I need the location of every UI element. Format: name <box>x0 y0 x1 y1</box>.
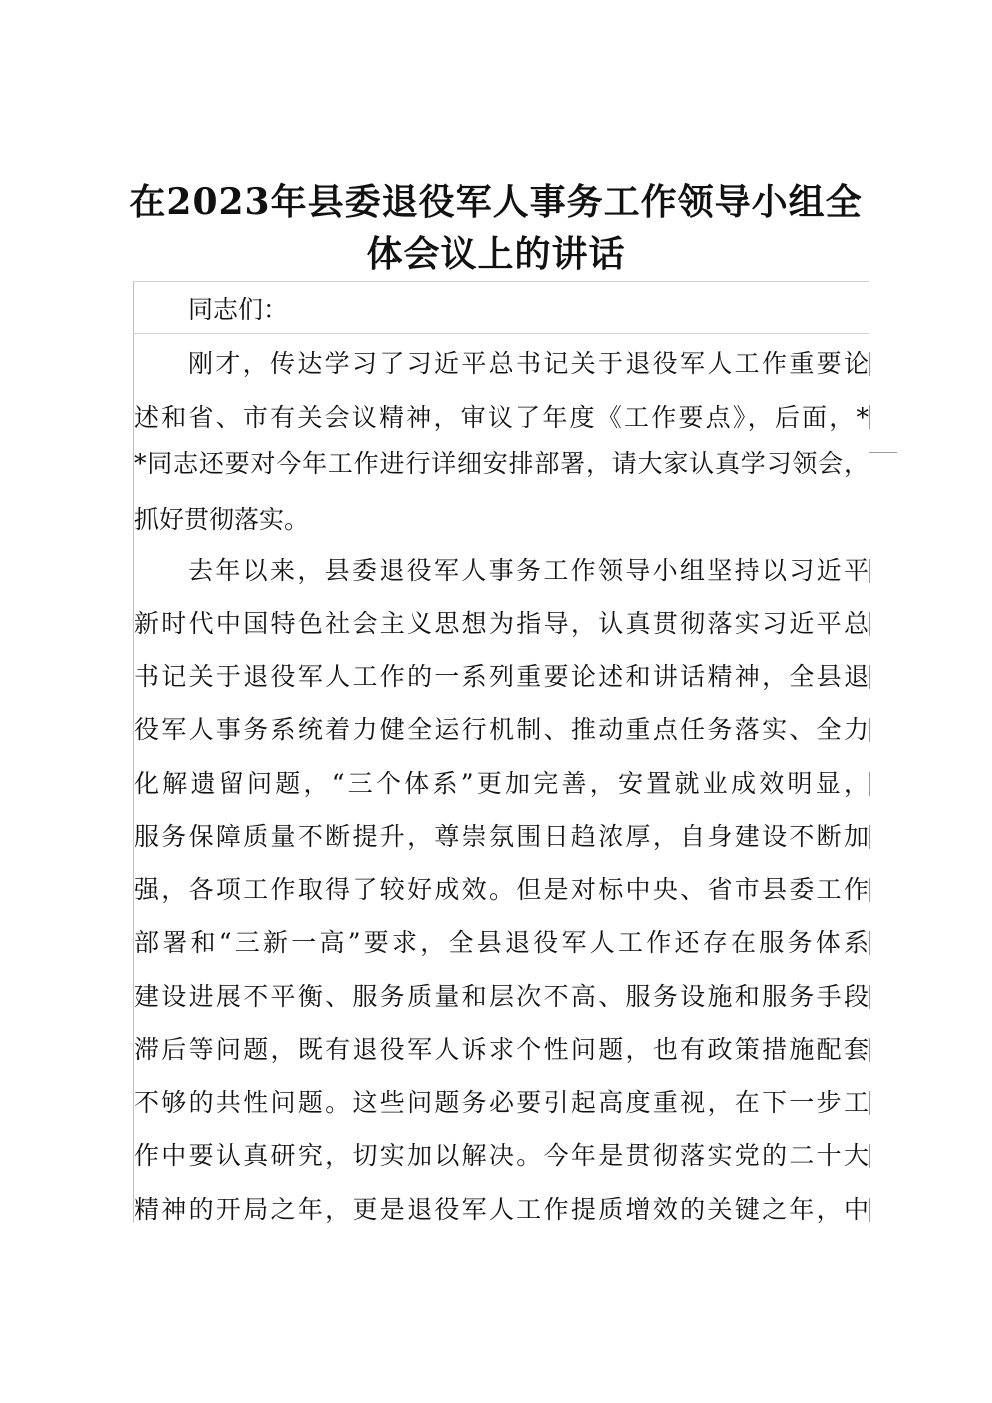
margin-mark <box>869 1198 870 1222</box>
text-line: 精神的开局之年，更是退役军人工作提质增效的关键之年，中 <box>134 1195 869 1224</box>
margin-mark <box>869 1091 870 1115</box>
text-line: 新时代中国特色社会主义思想为指导，认真贯彻落实习近平总 <box>134 609 869 638</box>
greeting-rule <box>133 333 869 334</box>
text-line: 述和省、市有关会议精神，审议了年度《工作要点》，后面，* <box>134 403 869 432</box>
text-line: 作中要认真研究，切实加以解决。今年是贯彻落实党的二十大 <box>134 1141 869 1170</box>
text-line: 抓好贯彻落实。 <box>134 505 310 534</box>
margin-mark <box>869 718 870 742</box>
text-line: 强，各项工作取得了较好成效。但是对标中央、省市县委工作 <box>134 875 869 904</box>
text-line: 刚才，传达学习了习近平总书记关于退役军人工作重要论 <box>188 349 869 378</box>
text-line: 去年以来，县委退役军人事务工作领导小组坚持以习近平 <box>188 556 869 585</box>
margin-mark <box>869 1144 870 1168</box>
margin-mark <box>869 878 870 902</box>
margin-mark <box>869 612 870 636</box>
text-line: 服务保障质量不断提升，尊崇氛围日趋浓厚，自身建设不断加 <box>134 822 869 851</box>
text-line: 部署和“三新一高”要求，全县退役军人工作还存在服务体系 <box>134 928 869 957</box>
greeting: 同志们： <box>188 295 289 324</box>
title-line-2: 体会议上的讲话 <box>366 233 626 275</box>
margin-mark <box>869 405 870 429</box>
text-line: 化解遗留问题，“三个体系”更加完善，安置就业成效明显， <box>134 769 869 798</box>
text-line: *同志还要对今年工作进行详细安排部署，请大家认真学习领会， <box>134 449 869 478</box>
document-title <box>100 176 892 280</box>
margin-mark <box>869 559 870 583</box>
margin-mark <box>869 352 870 376</box>
margin-mark <box>869 1038 870 1062</box>
frame-top-rule <box>133 281 869 282</box>
text-line: 建设进展不平衡、服务质量和层次不高、服务设施和服务手段 <box>134 982 869 1011</box>
margin-mark <box>869 825 870 849</box>
margin-mark <box>869 985 870 1009</box>
margin-mark <box>869 452 897 453</box>
text-line: 滞后等问题，既有退役军人诉求个性问题，也有政策措施配套 <box>134 1035 869 1064</box>
margin-mark <box>869 931 870 955</box>
text-line: 不够的共性问题。这些问题务必要引起高度重视，在下一步工 <box>134 1088 869 1117</box>
text-line: 役军人事务系统着力健全运行机制、推动重点任务落实、全力 <box>134 715 869 744</box>
margin-mark <box>869 665 870 689</box>
text-line: 书记关于退役军人工作的一系列重要论述和讲话精神，全县退 <box>134 662 869 691</box>
margin-mark <box>869 772 870 796</box>
title-line-1: 在2023年县委退役军人事务工作领导小组全 <box>129 181 863 223</box>
